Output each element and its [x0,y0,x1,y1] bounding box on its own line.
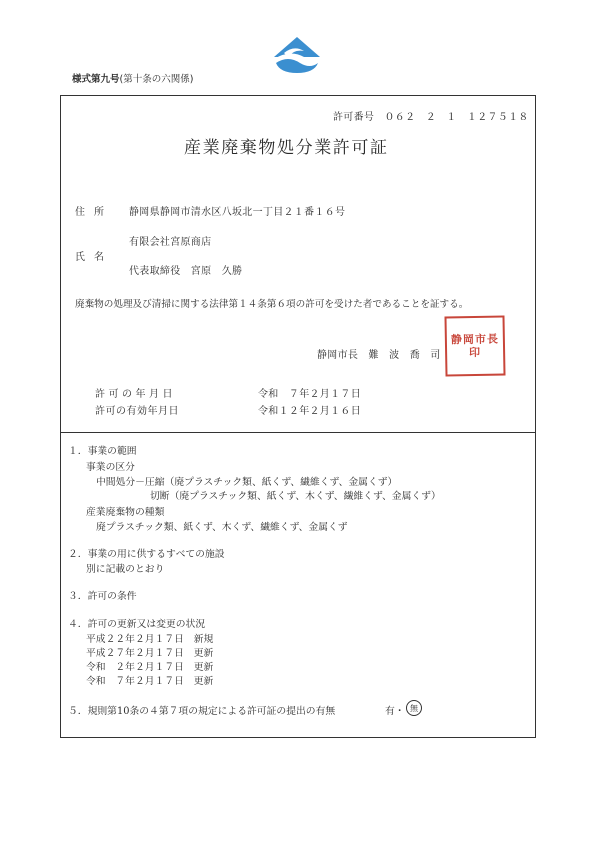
issue-date-value: 令和 ７年２月１７日 [258,389,361,400]
name-label: 氏名 [75,252,113,263]
section-divider [60,432,536,433]
waste-types-label: 産業廃棄物の種類 [86,507,165,518]
option-yes: 有・ [385,706,405,717]
section-3-title: ３．許可の条件 [68,591,137,602]
document-title: 産業廃棄物処分業許可証 [184,138,389,158]
section-1-title: １．事業の範囲 [68,446,137,457]
form-number-label: 様式第九号(第十条の六関係) [72,74,194,85]
address-label: 住所 [75,207,113,218]
address-value: 静岡県静岡市清水区八坂北一丁目２１番１６号 [129,207,346,218]
process-compression: 中間処分－圧縮（廃プラスチック類、紙くず、繊維くず、金属くず） [96,477,398,488]
section-5-title: ５．規則第10条の４第７項の規定による許可証の提出の有無 [68,706,336,717]
business-category-label: 事業の区分 [86,462,135,473]
valid-date-label: 許可の有効年月日 [95,406,179,417]
representative-name: 代表取締役 宮原 久勝 [129,266,243,277]
city-logo-icon [270,35,324,75]
issuer-name: 静岡市長 難 波 喬 司 [317,350,441,361]
issue-date-label: 許可の年月日 [95,389,176,400]
history-row: 令和 ２年２月１７日 更新 [86,662,214,673]
section-2-title: ２．事業の用に供するすべての施設 [68,549,225,560]
history-row: 平成２２年２月１７日 新規 [86,634,214,645]
company-name: 有限会社宮原商店 [129,237,212,248]
history-row: 平成２７年２月１７日 更新 [86,648,214,659]
certification-statement: 廃棄物の処理及び清掃に関する法律第１４条第６項の許可を受けた者であることを証する。 [75,299,469,310]
valid-date-value: 令和１２年２月１６日 [258,406,361,417]
process-cutting: 切断（廃プラスチック類、紙くず、木くず、繊維くず、金属くず） [150,491,441,502]
section-2-body: 別に記載のとおり [86,564,165,575]
waste-types-list: 廃プラスチック類、紙くず、木くず、繊維くず、金属くず [96,522,348,533]
option-no-circled: 無 [406,700,422,716]
permit-number: 許可番号 ０６２ ２ １ １２７５１８ [333,112,529,123]
section-4-title: ４．許可の更新又は変更の状況 [68,619,206,630]
official-seal: 静岡市長印 [444,315,505,376]
history-row: 令和 ７年２月１７日 更新 [86,676,214,687]
